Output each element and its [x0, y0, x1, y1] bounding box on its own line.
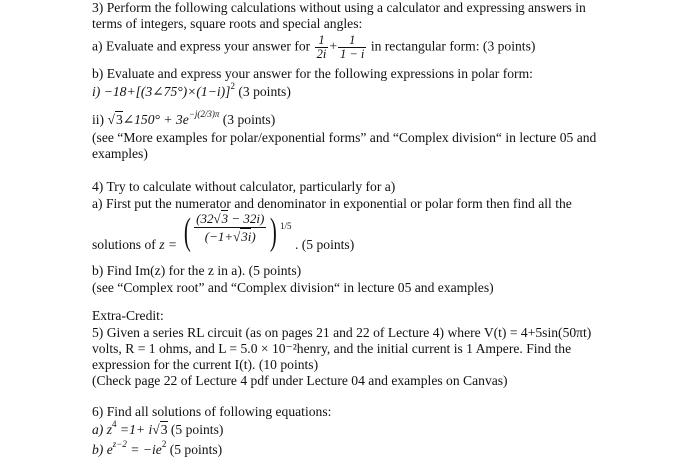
q3a-post: in rectangular form: (3 points) — [370, 38, 536, 54]
q4-fraction — [194, 211, 266, 245]
q4-den-radicand: 3i — [241, 229, 252, 244]
q5-line-4: (Check page 22 of Lecture 4 pdf under Lecture 04 and examples on Canvas) — [92, 373, 508, 388]
q3a-text: a) Evaluate and express your answer for — [92, 38, 311, 54]
q6-part-b — [92, 439, 223, 459]
q3a-plus: + — [329, 38, 337, 54]
q5-line-1: 5) Given a series RL circuit (as on pages 21 and 22 of Lecture 4) where V(t) = 4+5sin(50πt) — [92, 325, 592, 340]
q3bi-points: (3 points) — [234, 84, 291, 99]
q4-num-post: − 32i) — [228, 211, 265, 226]
q3a-f2-denominator: 1 − i — [339, 47, 365, 61]
q4-den-pre: (−1+ — [204, 229, 234, 244]
q6b-mid: = −ie — [126, 442, 162, 457]
q3bii-sqrt: √3 — [107, 112, 123, 127]
q4-denominator — [194, 228, 266, 245]
q5-line-2: volts, R = 1 ohms, and L = 5.0 × 10⁻²henry, and the initial current is 1 Ampere. Find the — [92, 341, 572, 356]
q3bi-expr: i) −18+[(3∠75°)×(1−i)] — [92, 84, 231, 99]
q6a-mid: =1+ i — [116, 422, 153, 437]
q4-line-1: 4) Try to calculate without calculator, particularly for a) — [92, 179, 396, 194]
q3a-f1-numerator: 1 — [315, 34, 329, 48]
q6a-pre: a) z — [92, 422, 113, 437]
q3-line-1: 3) Perform the following calculations without using a calculator and expressing answers in — [92, 0, 586, 15]
q4-points: . (5 points) — [294, 237, 355, 253]
q4-line-2: a) First put the numerator and denominator in exponential or polar form then find all the — [92, 196, 572, 211]
q3-see-line-1: (see “More examples for polar/exponential forms” and “Complex division“ in lecture 05 and — [92, 130, 597, 145]
q4-z-equals: z = — [159, 237, 178, 253]
q3bii-points: (3 points) — [219, 112, 276, 127]
extra-credit-title: Extra-Credit: — [92, 308, 164, 323]
q4-right-paren: ) — [270, 211, 278, 253]
q3a-f1-denominator: 2i — [316, 47, 327, 61]
q3-line-2: terms of integers, square roots and special angles: — [92, 16, 363, 31]
q3bii-exponent: −j(2/3)π — [188, 109, 220, 119]
q4-exponent: 1/5 — [280, 221, 292, 232]
q6a-sqrt: √3 — [152, 422, 168, 437]
q3bii-radicand: 3 — [115, 112, 123, 127]
q3-part-b-i — [92, 81, 291, 101]
q3a-fraction-2 — [338, 34, 366, 61]
q6a-radicand: 3 — [160, 422, 168, 437]
q3bi-exponent: 2 — [230, 81, 235, 91]
q3a-fraction-1 — [315, 34, 329, 61]
q4-solutions-label: solutions of — [92, 237, 156, 253]
q5-line-3: expression for the current I(t). (10 points) — [92, 357, 319, 372]
q3bii-label: ii) — [92, 112, 108, 127]
q4-equation — [92, 213, 354, 257]
q6b-points: (5 points) — [166, 442, 223, 457]
q3bii-expr: ∠150° + 3e — [122, 112, 189, 127]
q4-den-sqrt: √3i — [233, 229, 252, 244]
q3-part-b-ii — [92, 109, 276, 129]
q3-see-line-2: examples) — [92, 146, 148, 161]
q4-num-radicand: 3 — [221, 211, 229, 226]
q6b-pre: b) e — [92, 442, 113, 457]
q6b-exponent: z−2 — [112, 439, 127, 449]
q4-numerator — [194, 211, 266, 228]
q4-part-b: b) Find Im(z) for the z in a). (5 points) — [92, 263, 302, 278]
q4-see: (see “Complex root” and “Complex division“ in lecture 05 and examples) — [92, 280, 494, 295]
q3a-f2-numerator: 1 — [338, 34, 366, 48]
q4-left-paren: ( — [183, 211, 191, 253]
q6b-exponent-2: 2 — [161, 439, 167, 449]
q3-part-b: b) Evaluate and express your answer for the following expressions in polar form: — [92, 66, 533, 81]
q3-part-a — [92, 34, 535, 61]
q4-num-sqrt: √3 — [213, 211, 229, 226]
q4-num-pre: (32 — [196, 211, 214, 226]
q6-line-1: 6) Find all solutions of following equations: — [92, 404, 332, 419]
q6a-points: (5 points) — [167, 422, 224, 437]
q4-den-post: ) — [251, 229, 256, 244]
q6a-exponent: 4 — [112, 419, 117, 429]
q6-part-a — [92, 419, 224, 439]
